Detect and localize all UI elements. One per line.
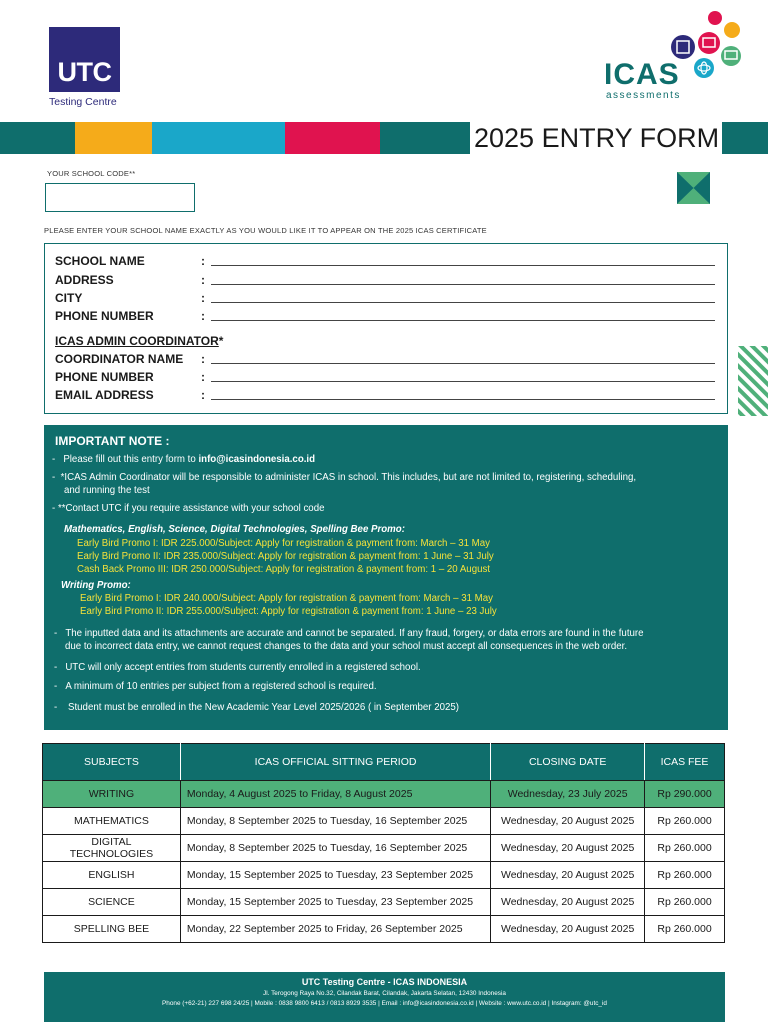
colon: :: [201, 291, 205, 305]
period-cell: Monday, 22 September 2025 to Friday, 26 September 2025: [180, 916, 490, 943]
fee-cell: Rp 290.000: [645, 781, 725, 808]
colon: :: [201, 370, 205, 384]
subject-dot-icon: [724, 22, 740, 38]
icas-logo: ICAS: [604, 58, 680, 91]
subject-cell: WRITING: [43, 781, 181, 808]
bullet-dash: -: [52, 454, 56, 465]
important-note: [44, 425, 728, 730]
closing-date-cell: Wednesday, 20 August 2025: [491, 862, 645, 889]
fee-cell: Rp 260.000: [645, 835, 725, 862]
city-label: CITY: [55, 291, 83, 305]
colon: :: [201, 254, 205, 268]
footer-title: UTC Testing Centre - ICAS INDONESIA: [301, 977, 468, 987]
phone-label: PHONE NUMBER: [55, 309, 154, 323]
coordinator-name-field[interactable]: [211, 363, 715, 364]
table-row: [43, 862, 725, 889]
closing-date-cell: Wednesday, 20 August 2025: [491, 835, 645, 862]
school-code-input[interactable]: [45, 183, 195, 212]
colon: :: [201, 352, 205, 366]
note-bullet: [54, 701, 459, 714]
period-cell: Monday, 15 September 2025 to Tuesday, 23 September 2025: [180, 889, 490, 916]
note-bullet: [54, 627, 644, 640]
col-header-fee: ICAS FEE: [645, 744, 725, 781]
coordinator-phone-label: PHONE NUMBER: [55, 370, 154, 384]
promo-line: Cash Back Promo III: IDR 250.000/Subject: Apply for registration & payment from: 1 – 20 August: [77, 564, 491, 575]
school-name-label: SCHOOL NAME: [55, 254, 145, 268]
coordinator-phone-field[interactable]: [211, 381, 715, 382]
subject-cell: SCIENCE: [43, 889, 181, 916]
note-text: Please fill out this entry form to: [63, 454, 199, 465]
form-title: 2025 ENTRY FORM: [470, 120, 722, 156]
email-field[interactable]: [211, 399, 715, 400]
closing-date-cell: Wednesday, 20 August 2025: [491, 889, 645, 916]
col-header-sitting-period: ICAS OFFICIAL SITTING PERIOD: [180, 744, 490, 781]
coordinator-name-label: COORDINATOR NAME: [55, 352, 184, 366]
footer: [44, 972, 725, 1022]
note-text: and running the test: [64, 485, 150, 496]
band-segment: [152, 122, 285, 154]
table-row: [43, 916, 725, 943]
fee-cell: Rp 260.000: [645, 889, 725, 916]
band-segment: [285, 122, 380, 154]
note-text: **Contact UTC if you require assistance with your school code: [57, 503, 325, 514]
promo-line: Early Bird Promo I: IDR 240.000/Subject: Apply for registration & payment from: March – 31 May: [80, 593, 493, 604]
contact-email: info@icasindonesia.co.id: [198, 454, 316, 465]
coordinator-heading-star: *: [218, 334, 224, 348]
promo-line: Early Bird Promo II: IDR 255.000/Subject: Apply for registration & payment from: 1 June – 23 July: [80, 606, 497, 617]
period-cell: Monday, 8 September 2025 to Tuesday, 16 September 2025: [180, 835, 490, 862]
note-text: Student must be enrolled in the New Academic Year Level 2025/2026 ( in September 2025): [68, 702, 459, 713]
book-icon: [698, 32, 720, 54]
note-bullet: [52, 453, 315, 466]
email-label: EMAIL ADDRESS: [55, 388, 154, 402]
subject-cell: SPELLING BEE: [43, 916, 181, 943]
hourglass-icon: [677, 172, 710, 204]
note-bullet: [52, 471, 636, 484]
promo-heading: Mathematics, English, Science, Digital Technologies, Spelling Bee Promo:: [64, 524, 405, 535]
coordinator-heading-text: ICAS ADMIN COORDINATOR: [55, 334, 219, 348]
colon: :: [201, 273, 205, 287]
note-bullet: [54, 680, 377, 693]
subjects-table: [42, 743, 725, 943]
note-bullet: [54, 661, 421, 674]
diagonal-stripes-decoration: [738, 346, 768, 416]
fee-cell: Rp 260.000: [645, 916, 725, 943]
fee-cell: Rp 260.000: [645, 808, 725, 835]
phone-field[interactable]: [211, 320, 715, 321]
note-text: UTC will only accept entries from students currently enrolled in a registered school.: [65, 662, 421, 673]
utc-logo-subtitle: Testing Centre: [49, 96, 117, 108]
promo-line: Early Bird Promo I: IDR 225.000/Subject: Apply for registration & payment from: March – 31 May: [77, 538, 490, 549]
table-row: [43, 835, 725, 862]
city-field[interactable]: [211, 302, 715, 303]
school-details-box: [44, 243, 728, 414]
table-row: [43, 889, 725, 916]
promo-line: Early Bird Promo II: IDR 235.000/Subject: Apply for registration & payment from: 1 June – 31 July: [77, 551, 494, 562]
bullet-dash: -: [54, 628, 58, 639]
table-header-row: [43, 744, 725, 781]
note-text: *ICAS Admin Coordinator will be responsible to administer ICAS in school. This includes, but are not limited to, registering, scheduling,: [60, 472, 637, 483]
col-header-subjects: SUBJECTS: [43, 744, 181, 781]
period-cell: Monday, 15 September 2025 to Tuesday, 23 September 2025: [180, 862, 490, 889]
note-bullet: [52, 502, 324, 515]
computer-icon: [721, 46, 741, 66]
col-header-closing-date: CLOSING DATE: [491, 744, 645, 781]
bullet-dash: -: [54, 702, 58, 713]
note-text: A minimum of 10 entries per subject from a registered school is required.: [65, 681, 377, 692]
note-heading: IMPORTANT NOTE :: [55, 434, 170, 448]
note-text: due to incorrect data entry, we cannot request changes to the data and your school must accept all consequences in the web order.: [65, 641, 628, 652]
certificate-instruction: PLEASE ENTER YOUR SCHOOL NAME EXACTLY AS YOU WOULD LIKE IT TO APPEAR ON THE 2025 ICAS CERTIFICATE: [44, 226, 487, 235]
fee-cell: Rp 260.000: [645, 862, 725, 889]
icas-logo-subtitle: assessments: [606, 90, 681, 101]
school-name-field[interactable]: [211, 265, 715, 266]
colon: :: [201, 309, 205, 323]
coordinator-heading: [55, 334, 223, 348]
address-field[interactable]: [211, 284, 715, 285]
period-cell: Monday, 4 August 2025 to Friday, 8 August 2025: [180, 781, 490, 808]
pencil-icon: [671, 35, 695, 59]
footer-contact: Phone (+62-21) 227 698 24/25 | Mobile : 0838 9800 6413 / 0813 8929 3535 | Email : info@icasindonesia.co.id | Website : www.utc.co.id | Instagram: @utc_id: [162, 1000, 607, 1007]
closing-date-cell: Wednesday, 23 July 2025: [491, 781, 645, 808]
school-code-label: YOUR SCHOOL CODE**: [47, 169, 136, 178]
subject-cell: DIGITAL TECHNOLOGIES: [43, 835, 181, 862]
subject-cell: MATHEMATICS: [43, 808, 181, 835]
subject-dot-icon: [708, 11, 722, 25]
address-label: ADDRESS: [55, 273, 114, 287]
band-segment: [0, 122, 75, 154]
table-row: [43, 808, 725, 835]
closing-date-cell: Wednesday, 20 August 2025: [491, 916, 645, 943]
subject-cell: ENGLISH: [43, 862, 181, 889]
bullet-dash: -: [54, 681, 58, 692]
promo-heading: Writing Promo:: [61, 580, 131, 591]
closing-date-cell: Wednesday, 20 August 2025: [491, 808, 645, 835]
period-cell: Monday, 8 September 2025 to Tuesday, 16 September 2025: [180, 808, 490, 835]
note-text: The inputted data and its attachments are accurate and cannot be separated. If any fraud, forgery, or data errors are found in the future: [65, 628, 644, 639]
table-row: [43, 781, 725, 808]
bullet-dash: -: [52, 503, 56, 514]
bullet-dash: -: [54, 662, 58, 673]
utc-logo: UTC: [49, 27, 120, 92]
colon: :: [201, 388, 205, 402]
atom-icon: [694, 58, 714, 78]
bullet-dash: -: [52, 472, 56, 483]
band-segment: [75, 122, 152, 154]
footer-address: Jl. Terogong Raya No.32, Cilandak Barat, Cilandak, Jakarta Selatan, 12430 Indonesia: [263, 990, 506, 997]
